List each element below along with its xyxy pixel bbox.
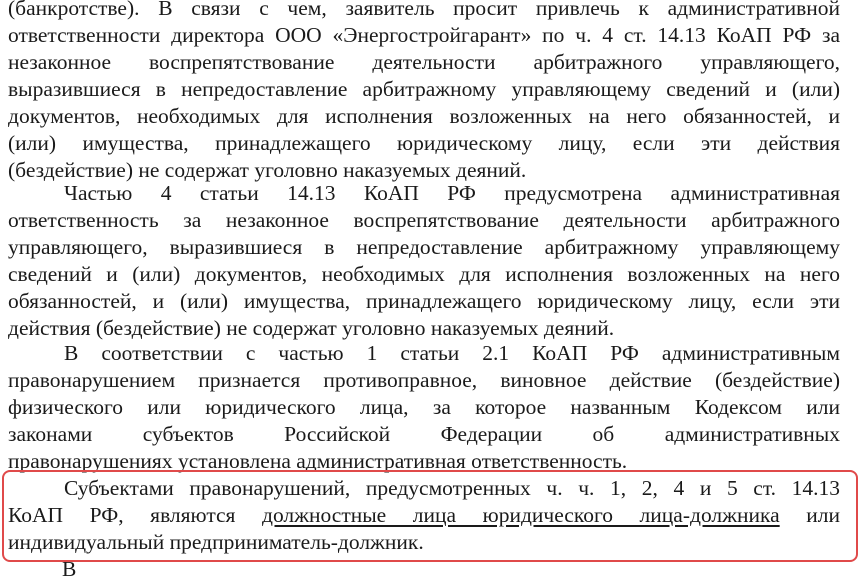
text-line: действия (бездействие) не содержат уголовно наказуемых деяний. xyxy=(8,316,615,340)
text-line: законами субъектов Российской Федерации об административных xyxy=(8,422,840,446)
text-line: обязанностей, и (или) имущества, принадлежащего юридическому лицу, если эти xyxy=(8,289,840,313)
text-line: незаконное воспрепятствование деятельности арбитражного управляющего, xyxy=(8,50,840,74)
text-line: Частью 4 статьи 14.13 КоАП РФ предусмотрена административная xyxy=(64,181,840,205)
text-line: ответственность за незаконное воспрепятствование деятельности арбитражного xyxy=(8,208,840,232)
text-line: управляющего, выразившиеся в непредоставление арбитражному управляющему xyxy=(8,235,840,259)
highlighted-text-line: Субъектами правонарушений, предусмотренных ч. ч. 1, 2, 4 и 5 ст. 14.13 xyxy=(64,476,840,500)
text-line: (банкротстве). В связи с чем, заявитель просит привлечь к административной xyxy=(8,0,840,20)
underlined-text: должностные лица юридического лица-должника xyxy=(262,503,780,527)
text-line: правонарушениях установлена административная ответственность. xyxy=(8,449,628,473)
text-line: физического или юридического лица, за которое названным Кодексом или xyxy=(8,395,840,419)
text-line: (бездействие) не содержат уголовно наказуемых деяний. xyxy=(8,158,527,182)
text-line: сведений и (или) документов, необходимых для исполнения возложенных на него xyxy=(8,262,840,286)
cutoff-text: В xyxy=(62,557,77,581)
highlighted-text-line xyxy=(8,502,840,529)
highlighted-text-line: индивидуальный предприниматель-должник. xyxy=(8,530,424,554)
text-line: выразившиеся в непредоставление арбитражному управляющему сведений и (или) xyxy=(8,77,840,101)
text-segment: или xyxy=(779,503,840,527)
text-line: правонарушением признается противоправное, виновное действие (бездействие) xyxy=(8,368,840,392)
text-line: В соответствии с частью 1 статьи 2.1 КоАП РФ административным xyxy=(64,341,840,365)
text-line: ответственности директора ООО «Энергостройгарант» по ч. 4 ст. 14.13 КоАП РФ за xyxy=(8,23,840,47)
text-line: (или) имущества, принадлежащего юридическому лицу, если эти действия xyxy=(8,131,840,155)
text-segment: КоАП РФ, являются xyxy=(8,503,262,527)
text-line: документов, необходимых для исполнения возложенных на него обязанностей, и xyxy=(8,104,840,128)
